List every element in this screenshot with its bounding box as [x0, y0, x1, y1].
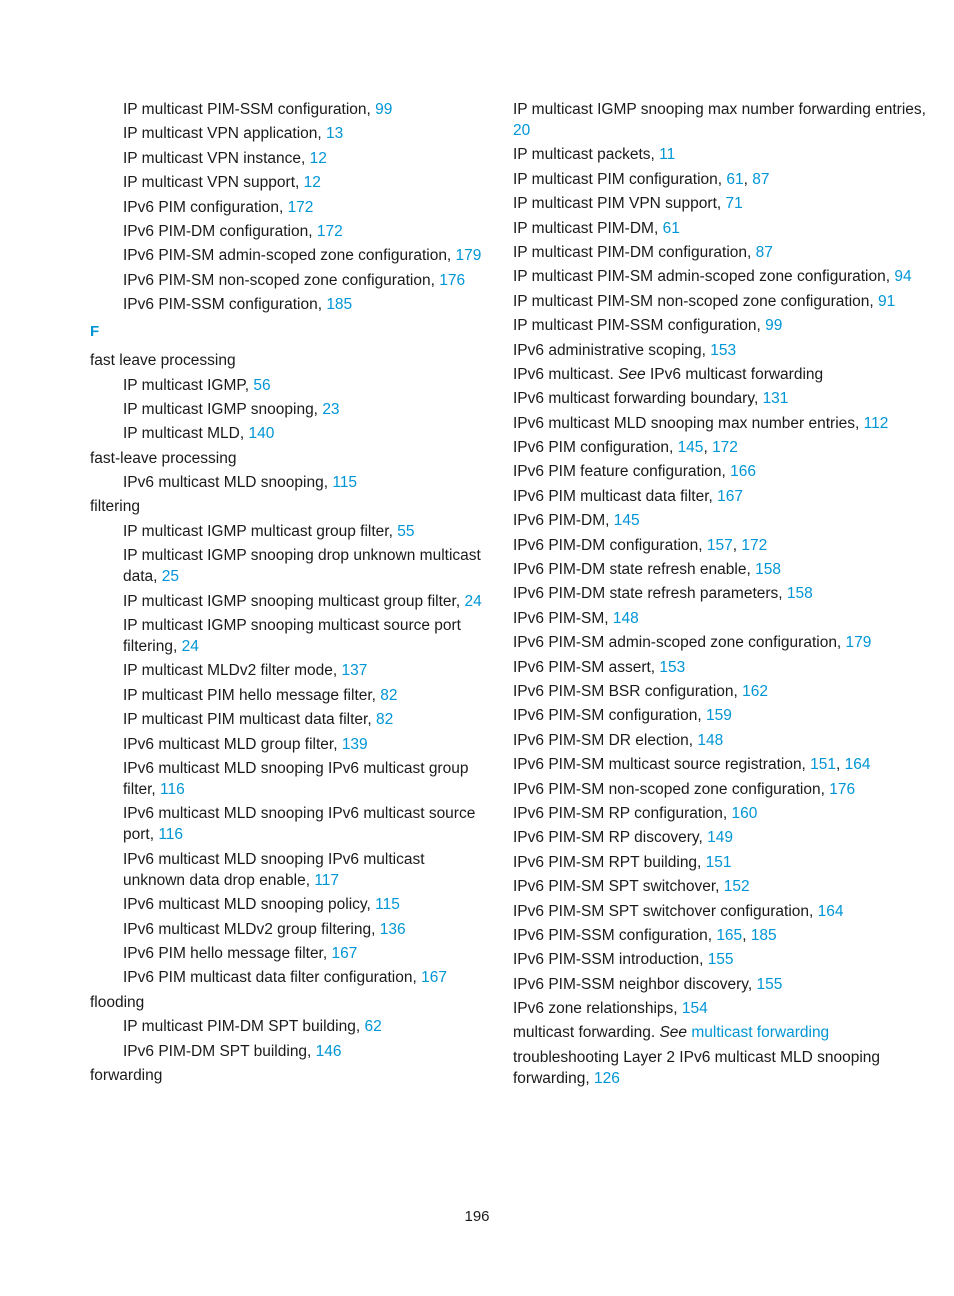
entry-text: IPv6 multicast forwarding boundary, — [513, 390, 763, 408]
page-link[interactable]: 137 — [341, 662, 368, 680]
page-link[interactable]: 176 — [439, 271, 466, 289]
page-link[interactable]: 155 — [756, 975, 783, 993]
entry-text: IPv6 PIM-SM multicast source registration, — [513, 756, 811, 774]
entry-text: IPv6 multicast MLDv2 group filtering, — [123, 920, 380, 938]
entry-text: flooding — [90, 993, 145, 1011]
page-link[interactable]: 148 — [697, 731, 724, 749]
entry-text: IPv6 PIM feature configuration, — [513, 463, 731, 481]
entry-text: IPv6 PIM-SM RP discovery, — [513, 829, 708, 847]
page-link[interactable]: 131 — [762, 390, 789, 408]
entry-text: IPv6 PIM-SM, — [513, 609, 613, 627]
page-link[interactable]: 149 — [707, 829, 733, 847]
page-link[interactable]: 13 — [326, 125, 344, 143]
entry-text: IP multicast PIM VPN support, — [513, 195, 726, 213]
index-subentry — [90, 919, 490, 940]
index-entry — [513, 1022, 933, 1043]
index-subentry — [90, 1041, 490, 1062]
page-link[interactable]: 172 — [712, 439, 738, 457]
entry-text: IPv6 multicast MLD snooping max number entries, — [513, 414, 864, 432]
page-link[interactable]: 160 — [731, 804, 758, 822]
index-entry: IP multicast PIM configuration, 61, 87 — [513, 170, 770, 188]
page-link[interactable]: 99 — [765, 317, 783, 335]
index-entry — [513, 681, 933, 702]
index-entry: IPv6 PIM-SSM configuration, 165, 185 — [513, 926, 777, 944]
index-entry — [513, 779, 933, 800]
entry-text: IPv6 multicast MLD snooping policy, — [123, 896, 376, 914]
index-entry — [513, 827, 933, 848]
page-link[interactable]: 62 — [364, 1018, 382, 1036]
see-label: See — [659, 1024, 688, 1042]
page-link[interactable]: 91 — [878, 292, 896, 310]
page-link[interactable]: 24 — [181, 638, 199, 656]
page-link[interactable]: 82 — [375, 711, 394, 729]
page-link[interactable]: 158 — [786, 585, 813, 603]
entry-text: IP multicast VPN support, — [123, 174, 304, 192]
index-entry: IPv6 PIM-SM multicast source registration, 151, 164 — [513, 756, 871, 774]
index-subentry — [90, 123, 490, 144]
entry-text: IPv6 PIM-DM SPT building, — [123, 1042, 316, 1060]
page-link[interactable]: 12 — [309, 149, 327, 167]
entry-text: IPv6 PIM-SSM configuration, — [513, 926, 717, 944]
index-column-right — [513, 99, 933, 1092]
entry-text: IP multicast MLDv2 filter mode, — [123, 662, 342, 680]
entry-text: IPv6 PIM-SM DR election, — [513, 731, 698, 749]
index-subentry — [90, 148, 490, 169]
index-entry — [513, 852, 933, 873]
index-entry — [513, 242, 933, 263]
see-label: See — [618, 365, 646, 383]
entry-text: IP multicast IGMP multicast group filter, — [123, 522, 398, 540]
page-link[interactable]: 12 — [303, 174, 321, 192]
entry-text: IPv6 PIM-SM assert, — [513, 658, 660, 676]
page-link[interactable]: 151 — [810, 756, 837, 774]
index-entry — [90, 448, 490, 469]
entry-text: forwarding — [90, 1066, 163, 1084]
entry-text: IPv6 PIM-SM admin-scoped zone configuration, — [513, 634, 846, 652]
entry-text: IP multicast PIM-SM admin-scoped zone configuration, — [513, 268, 895, 286]
entry-text: IPv6 PIM-DM state refresh enable, — [513, 561, 756, 579]
index-subentry — [90, 172, 490, 193]
index-subentry — [90, 803, 490, 845]
index-subentry — [90, 591, 490, 612]
index-subentry — [90, 221, 490, 242]
entry-text: IPv6 PIM multicast data filter, — [513, 487, 718, 505]
page-link[interactable]: 61 — [662, 219, 680, 237]
index-entry — [513, 974, 933, 995]
index-entry — [513, 608, 933, 629]
page-link[interactable]: 71 — [725, 195, 743, 213]
index-subentry — [90, 943, 490, 964]
entry-text: IP multicast PIM hello message filter, — [123, 686, 381, 704]
index-entry — [513, 998, 933, 1019]
entry-text: IP multicast PIM-SSM configuration, — [513, 317, 766, 335]
entry-text: fast leave processing — [90, 352, 236, 370]
index-entry — [513, 705, 933, 726]
entry-text: filtering — [90, 498, 140, 516]
index-entry — [513, 657, 933, 678]
index-subentry — [90, 660, 490, 681]
entry-text: IPv6 PIM-SM admin-scoped zone configuration, — [123, 247, 456, 265]
index-entry — [513, 364, 933, 385]
page-link[interactable]: 115 — [332, 474, 358, 492]
page-link[interactable]: 152 — [723, 878, 750, 896]
entry-text: IP multicast PIM-SSM configuration, — [123, 101, 376, 118]
index-subentry — [90, 472, 490, 493]
index-subentry — [90, 1016, 490, 1037]
index-letter-heading: F — [90, 323, 100, 341]
index-entry — [513, 193, 933, 214]
entry-text: IPv6 PIM-SSM neighbor discovery, — [513, 975, 757, 993]
index-entry — [513, 315, 933, 336]
page-link[interactable]: 158 — [755, 561, 781, 579]
page-link[interactable]: 56 — [253, 376, 271, 394]
page-link[interactable]: 126 — [593, 1069, 620, 1087]
entry-text: IPv6 PIM-SM RP configuration, — [513, 804, 732, 822]
index-entry — [513, 461, 933, 482]
index-subentry — [90, 734, 490, 755]
page-link[interactable]: 157 — [706, 536, 733, 554]
entry-text: IPv6 PIM-SM BSR configuration, — [513, 682, 743, 700]
entry-text: IP multicast IGMP snooping, — [123, 400, 323, 418]
page-link[interactable]: 153 — [710, 341, 737, 359]
page-link[interactable]: 172 — [316, 222, 343, 240]
index-entry — [513, 218, 933, 239]
entry-text: IP multicast IGMP snooping multicast source port filtering, — [123, 617, 461, 656]
index-subentry — [90, 197, 490, 218]
index-entry — [513, 340, 933, 361]
page-link[interactable]: 167 — [421, 969, 447, 987]
index-entry — [513, 583, 933, 604]
page-link[interactable]: 154 — [681, 1000, 708, 1018]
index-entry — [90, 496, 490, 517]
entry-text: IP multicast VPN application, — [123, 125, 327, 143]
index-subentry — [90, 375, 490, 396]
page-link[interactable]: 117 — [314, 871, 340, 889]
page-link[interactable]: 179 — [845, 634, 872, 652]
page-link[interactable]: 61 — [726, 170, 744, 188]
page-link[interactable]: 165 — [716, 926, 743, 944]
index-entry — [513, 388, 933, 409]
entry-text: fast-leave processing — [90, 449, 237, 467]
see-target: IPv6 multicast forwarding — [645, 365, 824, 383]
entry-text: IPv6 multicast MLD snooping IPv6 multicast unknown data drop enable, — [123, 850, 425, 889]
entry-text: IP multicast PIM multicast data filter, — [123, 711, 376, 729]
page-link[interactable]: 162 — [742, 682, 769, 700]
entry-text: IP multicast PIM-DM SPT building, — [123, 1018, 365, 1036]
page-link[interactable]: 82 — [380, 686, 398, 704]
entry-text: IP multicast IGMP snooping drop unknown multicast data, — [123, 547, 481, 586]
entry-text: IPv6 PIM-SM RPT building, — [513, 853, 706, 871]
entry-text: multicast forwarding. — [513, 1024, 660, 1042]
index-entry: IPv6 PIM configuration, 145, 172 — [513, 439, 738, 457]
index-entry — [513, 730, 933, 751]
entry-text: IPv6 PIM-DM configuration, — [513, 536, 707, 554]
entry-text: IP multicast IGMP, — [123, 376, 254, 394]
entry-text: IPv6 PIM-DM state refresh parameters, — [513, 585, 787, 603]
entry-text: IP multicast IGMP snooping max number forwarding entries, — [513, 101, 926, 118]
index-subentry — [90, 709, 490, 730]
index-subentry — [90, 245, 490, 266]
index-entry — [513, 876, 933, 897]
page-link[interactable]: 167 — [717, 487, 744, 505]
entry-text: IPv6 PIM-SM non-scoped zone configuration, — [513, 780, 830, 798]
page-link[interactable]: 151 — [705, 853, 732, 871]
index-entry — [90, 992, 490, 1013]
page-link[interactable]: 172 — [287, 198, 314, 216]
entry-text: IPv6 multicast MLD snooping, — [123, 474, 333, 492]
index-subentry — [90, 521, 490, 542]
page-link[interactable]: 145 — [613, 512, 640, 530]
page-link[interactable]: 112 — [863, 414, 889, 432]
index-entry — [513, 99, 933, 141]
entry-text: IPv6 PIM-SM SPT switchover configuration, — [513, 902, 818, 920]
page-link[interactable]: 99 — [375, 101, 393, 118]
page-link[interactable]: 164 — [844, 756, 871, 774]
entry-text: IP multicast IGMP snooping multicast group filter, — [123, 592, 465, 610]
entry-text: IPv6 PIM-SM configuration, — [513, 707, 706, 725]
entry-text: IPv6 zone relationships, — [513, 1000, 682, 1018]
index-entry — [513, 266, 933, 287]
entry-text: IP multicast packets, — [513, 146, 660, 164]
entry-text: IPv6 PIM configuration, — [123, 198, 288, 216]
page-link[interactable]: 185 — [326, 296, 353, 314]
index-entry — [513, 949, 933, 970]
entry-text: IPv6 multicast MLD group filter, — [123, 735, 342, 753]
entry-text: IPv6 multicast MLD snooping IPv6 multicast group filter, — [123, 759, 469, 798]
entry-text: IP multicast PIM-DM, — [513, 219, 663, 237]
index-subentry — [90, 967, 490, 988]
entry-text: IPv6 PIM configuration, — [513, 439, 678, 457]
index-column-left — [90, 99, 490, 1089]
index-entry — [513, 901, 933, 922]
page-link[interactable]: 94 — [894, 268, 912, 286]
page-link[interactable]: 55 — [397, 522, 415, 540]
page-link[interactable]: 167 — [331, 944, 358, 962]
index-subentry — [90, 685, 490, 706]
index-subentry — [90, 849, 490, 891]
index-subentry — [90, 270, 490, 291]
page-link[interactable]: 166 — [730, 463, 756, 481]
index-entry — [513, 413, 933, 434]
page-link[interactable]: 11 — [659, 146, 676, 164]
index-entry: IPv6 PIM-DM configuration, 157, 172 — [513, 536, 768, 554]
page-link[interactable]: 87 — [752, 170, 770, 188]
entry-text: IPv6 PIM-DM, — [513, 512, 614, 530]
index-subentry — [90, 294, 490, 315]
entry-text: IP multicast PIM-SM non-scoped zone configuration, — [513, 292, 878, 310]
page-link[interactable]: 87 — [755, 243, 773, 261]
index-subentry — [90, 99, 490, 120]
page-link[interactable]: 145 — [677, 439, 704, 457]
page-link[interactable]: 116 — [158, 826, 184, 844]
index-subentry — [90, 423, 490, 444]
index-entry — [90, 1065, 490, 1086]
entry-text: IPv6 PIM-SM SPT switchover, — [513, 878, 724, 896]
page-link[interactable]: 172 — [741, 536, 768, 554]
index-entry — [513, 632, 933, 653]
entry-text: IPv6 PIM-SM non-scoped zone configuration, — [123, 271, 440, 289]
index-entry — [90, 350, 490, 371]
page-link[interactable]: 24 — [464, 592, 482, 610]
page-link[interactable]: 115 — [375, 896, 400, 914]
page-link[interactable]: 159 — [705, 707, 732, 725]
page-link[interactable]: 116 — [160, 780, 185, 798]
see-target[interactable]: multicast forwarding — [687, 1024, 830, 1042]
index-entry — [513, 144, 933, 165]
entry-text: IP multicast VPN instance, — [123, 149, 310, 167]
page-number: 196 — [464, 1208, 490, 1225]
index-entry — [513, 559, 933, 580]
page-link[interactable]: 164 — [817, 902, 844, 920]
page-link[interactable]: 25 — [161, 568, 180, 586]
page-link[interactable]: 153 — [659, 658, 686, 676]
entry-text: IPv6 multicast MLD snooping IPv6 multicast source port, — [123, 805, 476, 844]
index-subentry — [90, 545, 490, 587]
entry-text: IP multicast PIM configuration, — [513, 170, 727, 188]
index-subentry — [90, 894, 490, 915]
index-entry — [513, 1047, 933, 1089]
page-link[interactable]: 140 — [248, 425, 275, 443]
page-link[interactable]: 139 — [341, 735, 368, 753]
page-link[interactable]: 185 — [750, 926, 777, 944]
index-entry — [513, 510, 933, 531]
page-link[interactable]: 23 — [322, 400, 340, 418]
entry-text: IPv6 PIM-SSM configuration, — [123, 296, 327, 314]
entry-text: IP multicast PIM-DM configuration, — [513, 243, 756, 261]
index-entry — [513, 803, 933, 824]
index-subentry — [90, 399, 490, 420]
index-entry — [513, 486, 933, 507]
entry-text: IPv6 PIM multicast data filter configuration, — [123, 969, 422, 987]
entry-text: IPv6 multicast. — [513, 365, 619, 383]
entry-text: IP multicast MLD, — [123, 425, 249, 443]
page-link[interactable]: 146 — [315, 1042, 342, 1060]
page-link[interactable]: 155 — [707, 951, 734, 969]
entry-text: IPv6 PIM hello message filter, — [123, 944, 332, 962]
page-link[interactable]: 20 — [513, 122, 531, 139]
page-link[interactable]: 179 — [455, 247, 482, 265]
entry-text: IPv6 PIM-DM configuration, — [123, 222, 317, 240]
page-link[interactable]: 136 — [379, 920, 406, 938]
page-link[interactable]: 176 — [829, 780, 856, 798]
page-link[interactable]: 148 — [612, 609, 639, 627]
entry-text: IPv6 administrative scoping, — [513, 341, 711, 359]
entry-text: IPv6 PIM-SSM introduction, — [513, 951, 708, 969]
entry-text: troubleshooting Layer 2 IPv6 multicast MLD snooping forwarding, — [513, 1048, 881, 1087]
index-subentry — [90, 615, 490, 657]
index-entry — [513, 291, 933, 312]
index-subentry — [90, 758, 490, 800]
